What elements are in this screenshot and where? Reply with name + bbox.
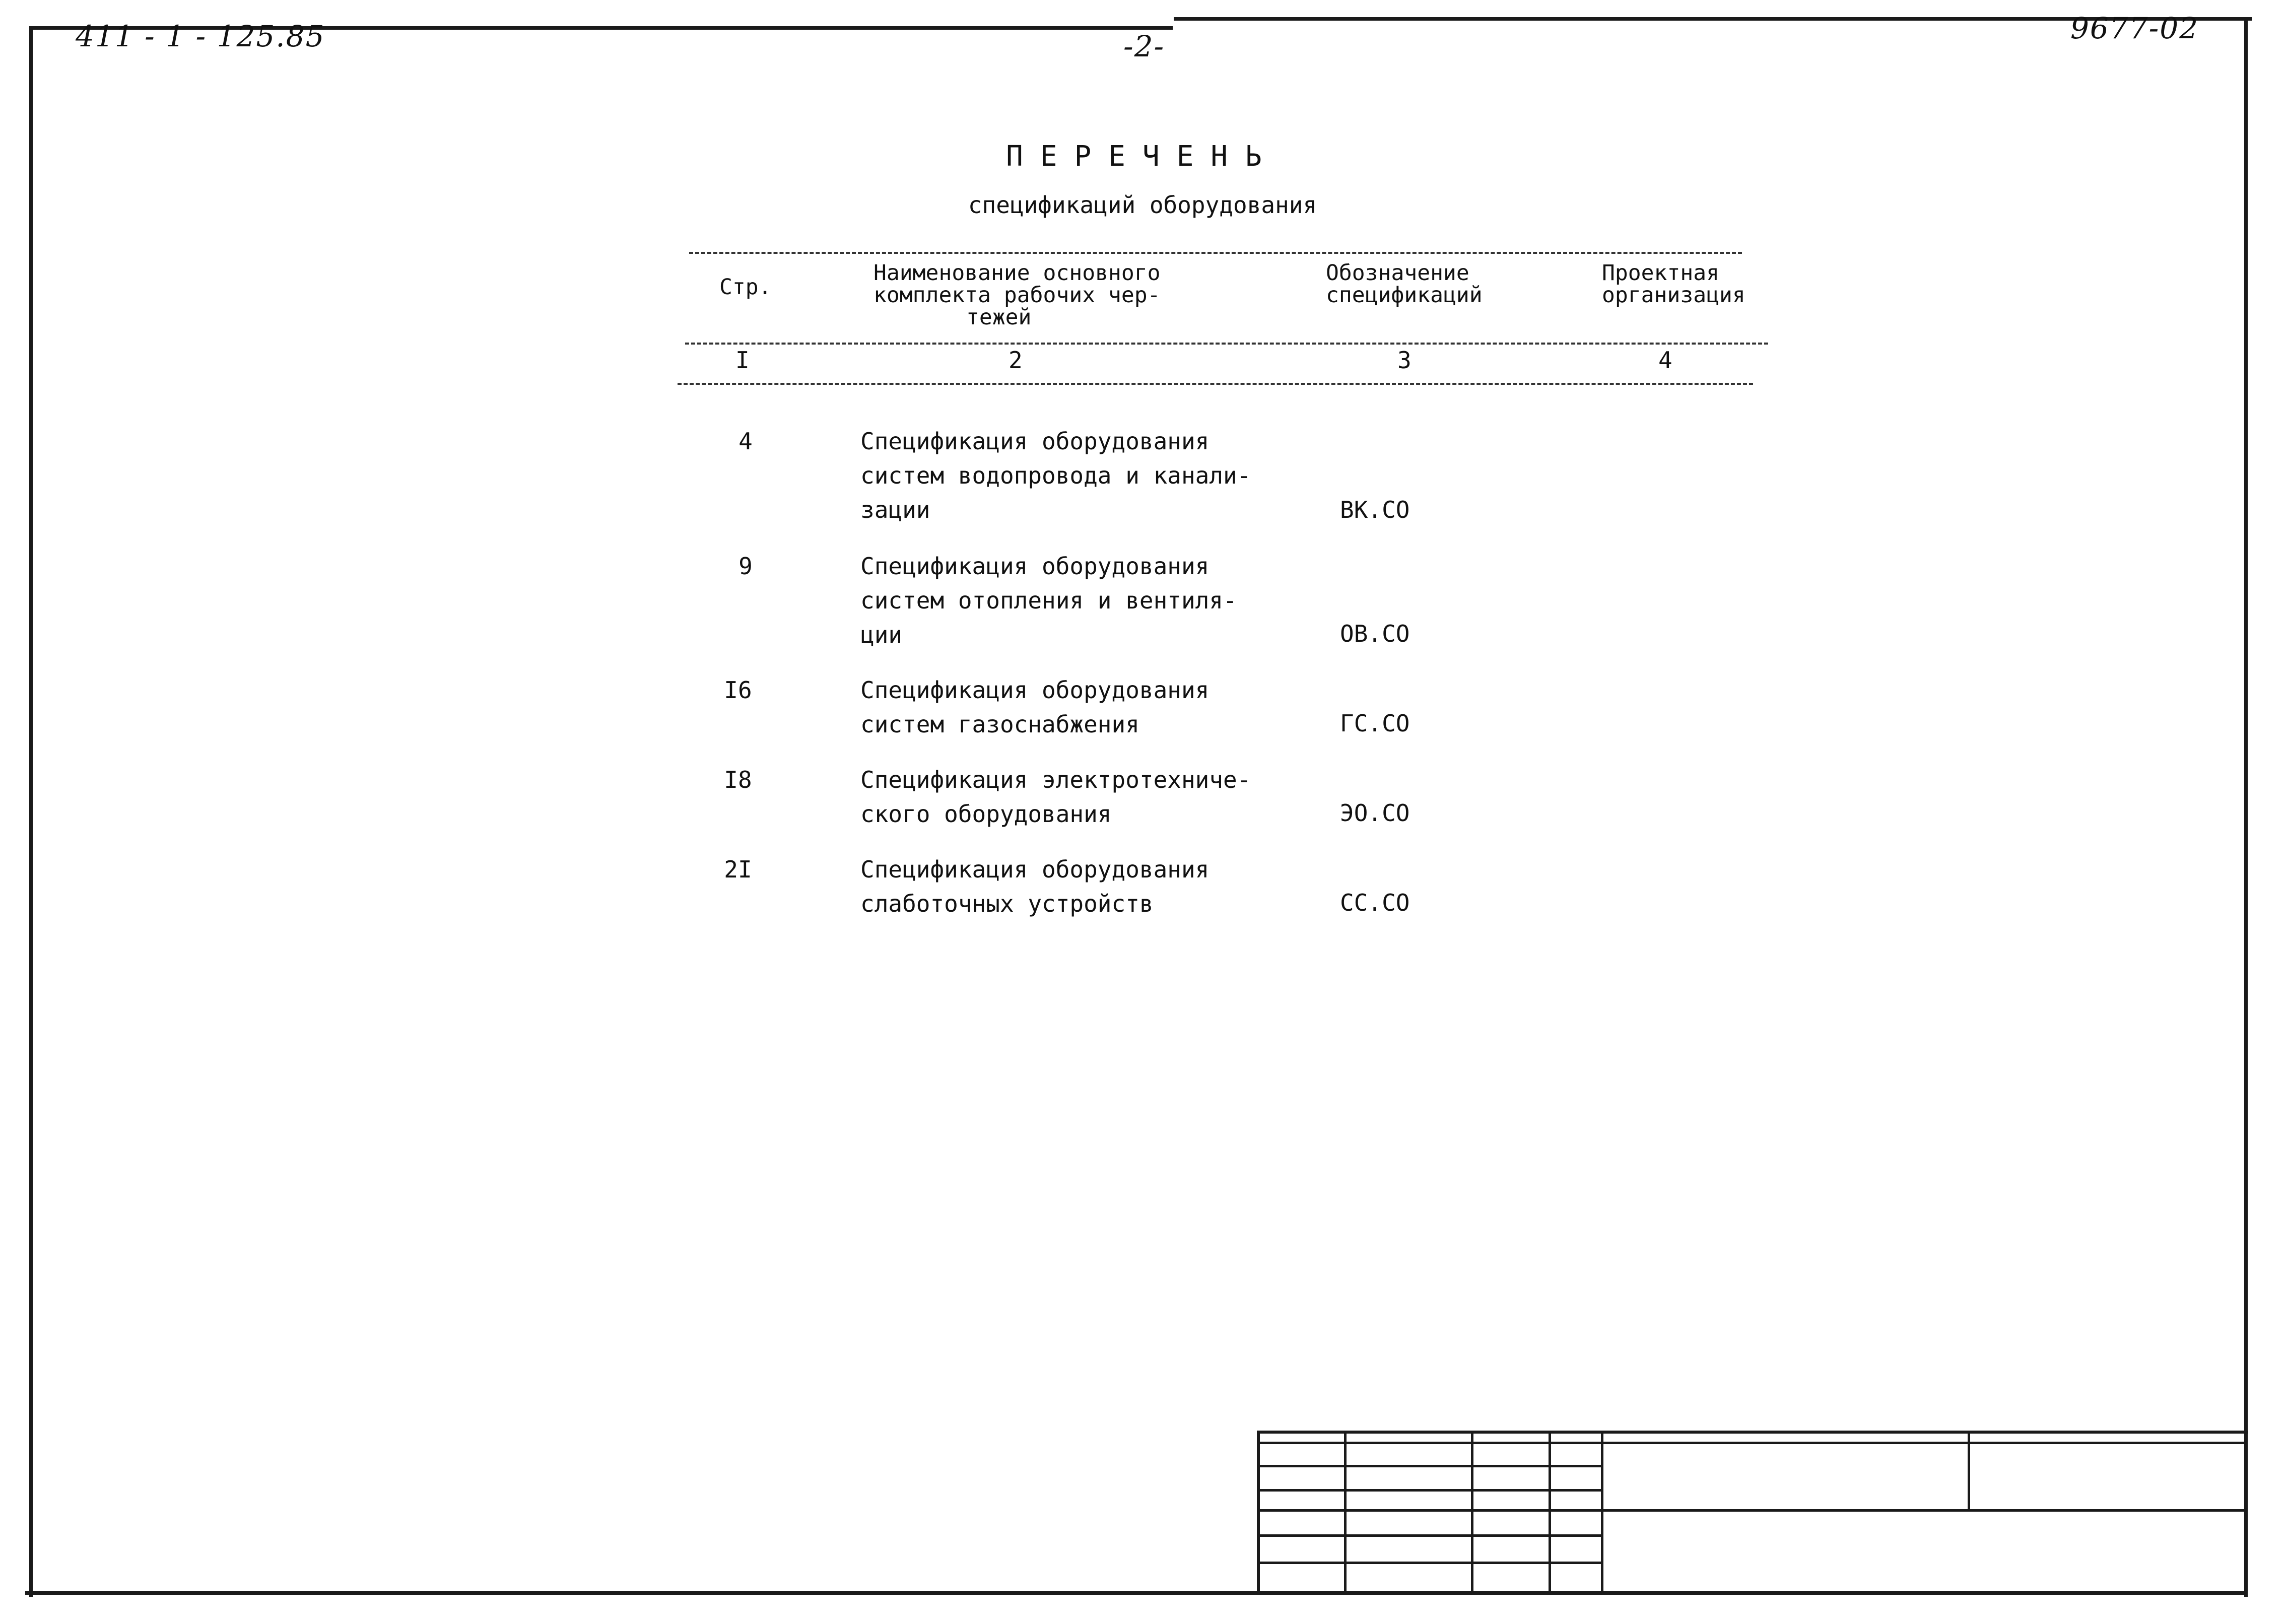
title-block-divider bbox=[1344, 1433, 1347, 1591]
page-subtitle: спецификаций оборудования bbox=[968, 191, 1317, 219]
col-header-org-line: организация bbox=[1602, 283, 1745, 308]
row-page-number: I6 bbox=[724, 676, 752, 704]
row-page-number: 2I bbox=[724, 856, 752, 883]
row-name-line: систем газоснабжения bbox=[860, 711, 1139, 738]
row-name-line: систем водопровода и канали- bbox=[860, 462, 1251, 489]
col-header-name bbox=[873, 262, 1161, 328]
row-name bbox=[860, 673, 1263, 741]
col-header-code-line: спецификаций bbox=[1326, 283, 1483, 308]
col-number-1: I bbox=[735, 347, 750, 374]
col-header-org-line: Проектная bbox=[1602, 260, 1719, 286]
row-name-line: зации bbox=[860, 496, 930, 523]
col-header-name-line: тежей bbox=[966, 305, 1032, 330]
row-name-line: систем отопления и вентиля- bbox=[860, 587, 1237, 614]
row-spec-code: ОВ.СО bbox=[1340, 620, 1410, 647]
row-name-line: Спецификация оборудования bbox=[860, 676, 1209, 704]
row-name-line: ции bbox=[860, 621, 903, 648]
row-spec-code: СС.СО bbox=[1340, 889, 1410, 916]
frame-right-border bbox=[2244, 17, 2248, 1597]
row-name bbox=[860, 549, 1263, 652]
col-header-page: Стр. bbox=[719, 275, 772, 300]
page-marker: -2- bbox=[1123, 29, 1165, 63]
col-header-code bbox=[1326, 262, 1483, 306]
row-page-number: I8 bbox=[724, 766, 752, 793]
row-name-line: ского оборудования bbox=[860, 800, 1112, 828]
row-name-line: Спецификация оборудования bbox=[860, 553, 1209, 580]
row-name bbox=[860, 424, 1263, 527]
col-header-org bbox=[1602, 262, 1745, 306]
frame-left-border bbox=[29, 26, 33, 1597]
title-block-divider bbox=[1601, 1433, 1603, 1591]
title-block-divider bbox=[1549, 1433, 1551, 1591]
row-name-line: Спецификация оборудования bbox=[860, 856, 1209, 883]
row-name-line: Спецификация электротехниче- bbox=[860, 766, 1251, 793]
row-name bbox=[860, 763, 1263, 831]
row-name-line: слаботочных устройств bbox=[860, 890, 1154, 917]
col-number-4: 4 bbox=[1658, 347, 1672, 374]
title-block-rule bbox=[1259, 1509, 2244, 1512]
table-header-rule bbox=[685, 343, 1768, 345]
col-number-3: 3 bbox=[1397, 347, 1412, 374]
title-block-rule bbox=[1259, 1442, 2244, 1444]
row-spec-code: ГС.СО bbox=[1340, 710, 1410, 737]
row-spec-code: ЭО.СО bbox=[1340, 799, 1410, 827]
col-number-2: 2 bbox=[1009, 347, 1023, 374]
page-title: ПЕРЕЧЕНЬ bbox=[1006, 140, 1279, 173]
col-header-name-line: Наименование основного bbox=[873, 260, 1161, 286]
table-numbers-rule bbox=[678, 383, 1753, 385]
title-block bbox=[1257, 1431, 2248, 1594]
table-top-rule bbox=[689, 252, 1742, 254]
col-header-code-line: Обозначение bbox=[1326, 260, 1469, 286]
row-page-number: 4 bbox=[738, 428, 753, 455]
col-header-name-line: комплекта рабочих чер- bbox=[873, 283, 1161, 308]
title-block-divider bbox=[1471, 1433, 1473, 1591]
row-name bbox=[860, 852, 1263, 921]
row-spec-code: ВК.СО bbox=[1340, 496, 1410, 523]
document-code: 411 - 1 - 125.85 bbox=[76, 19, 325, 53]
archive-number: 9677-02 bbox=[2070, 11, 2199, 45]
row-name-line: Спецификация оборудования bbox=[860, 428, 1209, 455]
row-page-number: 9 bbox=[738, 553, 753, 580]
title-block-divider bbox=[1968, 1433, 1970, 1510]
